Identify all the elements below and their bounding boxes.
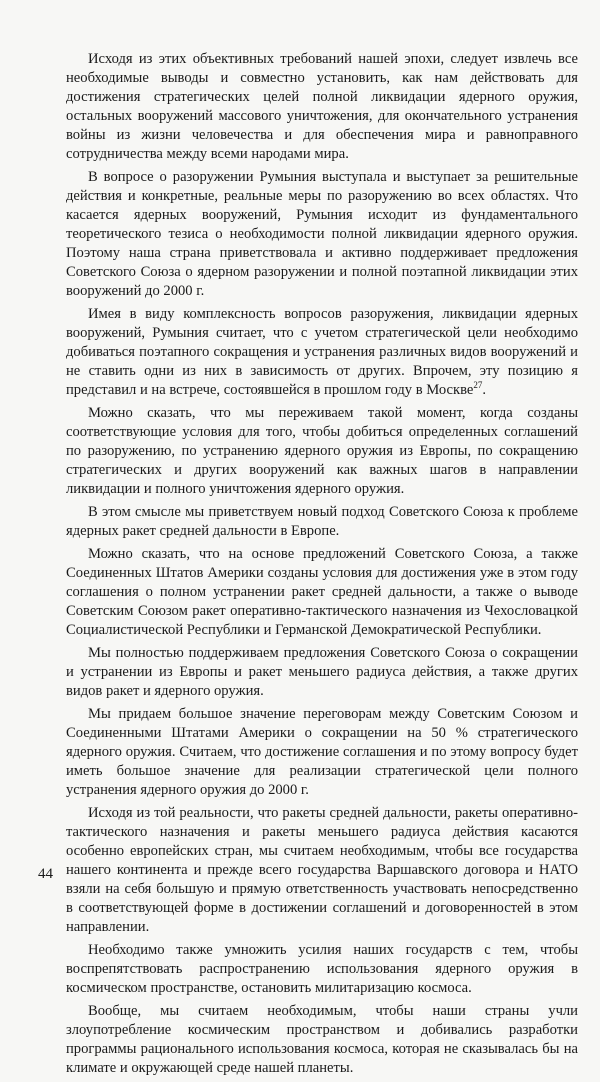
paragraph-8: Мы придаем большое значение переговорам между Советским Союзом и Соединенными Штатами Америки о сокращении на 50 % стратегического ядерного оружия. Считаем, что достижение соглашения и по этому вопросу будет иметь большое значение для реализации стратегической цели полного устранения ядерного оружия до 2000 г. — [66, 706, 578, 798]
paragraph-3-end: . — [482, 382, 487, 398]
paragraph-6: Можно сказать, что на основе предложений Советского Союза, а также Соединенных Штатов Америки созданы условия для достижения уже в этом году соглашения о полном устранении ракет средней дальности, а также о выводе Советским Союзом ракет оперативно-тактического назначения из Чехословацкой Социалистической Республики и Германской Демократической Республики. — [66, 546, 578, 638]
paragraph-7: Мы полностью поддерживаем предложения Советского Союза о сокращении и устранении из Европы и ракет меньшего радиуса действия, а также других видов ракет и ядерного оружия. — [66, 645, 578, 699]
paragraph-2: В вопросе о разоружении Румыния выступала и выступает за решительные действия и конкретные, реальные меры по разоружению во всех областях. Что касается ядерных вооружений, Румыния исходит из фундаментального теоретического тезиса о необходимости полной ликвидации ядерного оружия. Поэтому наша страна приветствовала и активно поддерживает предложения Советского Союза о ядерном разоружении и полной поэтапной ликвидации этих вооружений до 2000 г. — [66, 169, 578, 299]
paragraph-5: В этом смысле мы приветствуем новый подход Советского Союза к проблеме ядерных ракет средней дальности в Европе. — [66, 504, 578, 539]
paragraph-4: Можно сказать, что мы переживаем такой момент, когда созданы соответствующие условия для того, чтобы добиться определенных соглашений по разоружению, по устранению ядерного оружия из Европы, по сокращению стратегических и других вооружений как важных шагов в направлении ликвидации и полного уничтожения ядерного оружия. — [66, 405, 578, 497]
paragraph-11: Вообще, мы считаем необходимым, чтобы наши страны учли злоупотребление космическим пространством и добивались разработки программы рационального использования космоса, которая не сказывалась бы на климате и окружающей среде нашей планеты. — [66, 1003, 578, 1076]
page-number: 44 — [38, 866, 53, 882]
paragraph-10: Необходимо также умножить усилия наших государств с тем, чтобы воспрепятствовать распространению использования ядерного оружия в космическом пространстве, остановить милитаризацию космоса. — [66, 942, 578, 996]
paragraph-9: Исходя из той реальности, что ракеты средней дальности, ракеты оперативно-тактического назначения и ракеты меньшего радиуса действия касаются особенно европейских стран, мы считаем необходимым, чтобы все государства нашего континента и прежде всего государства Варшавского договора и НАТО взяли на себя большую и прямую ответственность участвовать непосредственно в соответствующей форме в достижении соглашений и договоренностей в этом направлении. — [66, 805, 578, 935]
footnote-ref: 27 — [473, 380, 483, 391]
paragraph-3 — [66, 305, 578, 400]
paragraph-3-text: Имея в виду комплексность вопросов разоружения, ликвидации ядерных вооружений, Румыния считает, что с учетом стратегической цели необходимо добиваться поэтапного сокращения и устранения различных видов вооружений и не ставить одни из них в зависимость от других. Впрочем, эту позицию я представил и на встрече, состоявшейся в прошлом году в Москве — [66, 306, 578, 398]
paragraph-1: Исходя из этих объективных требований нашей эпохи, следует извлечь все необходимые выводы и совместно установить, как нам действовать для достижения стратегических целей полной ликвидации ядерного оружия, остальных вооружений массового уничтожения, для окончательного устранения войны из жизни человечества и для обеспечения мира и равноправного сотрудничества между всеми народами мира. — [66, 51, 578, 162]
body-text — [66, 50, 578, 1082]
